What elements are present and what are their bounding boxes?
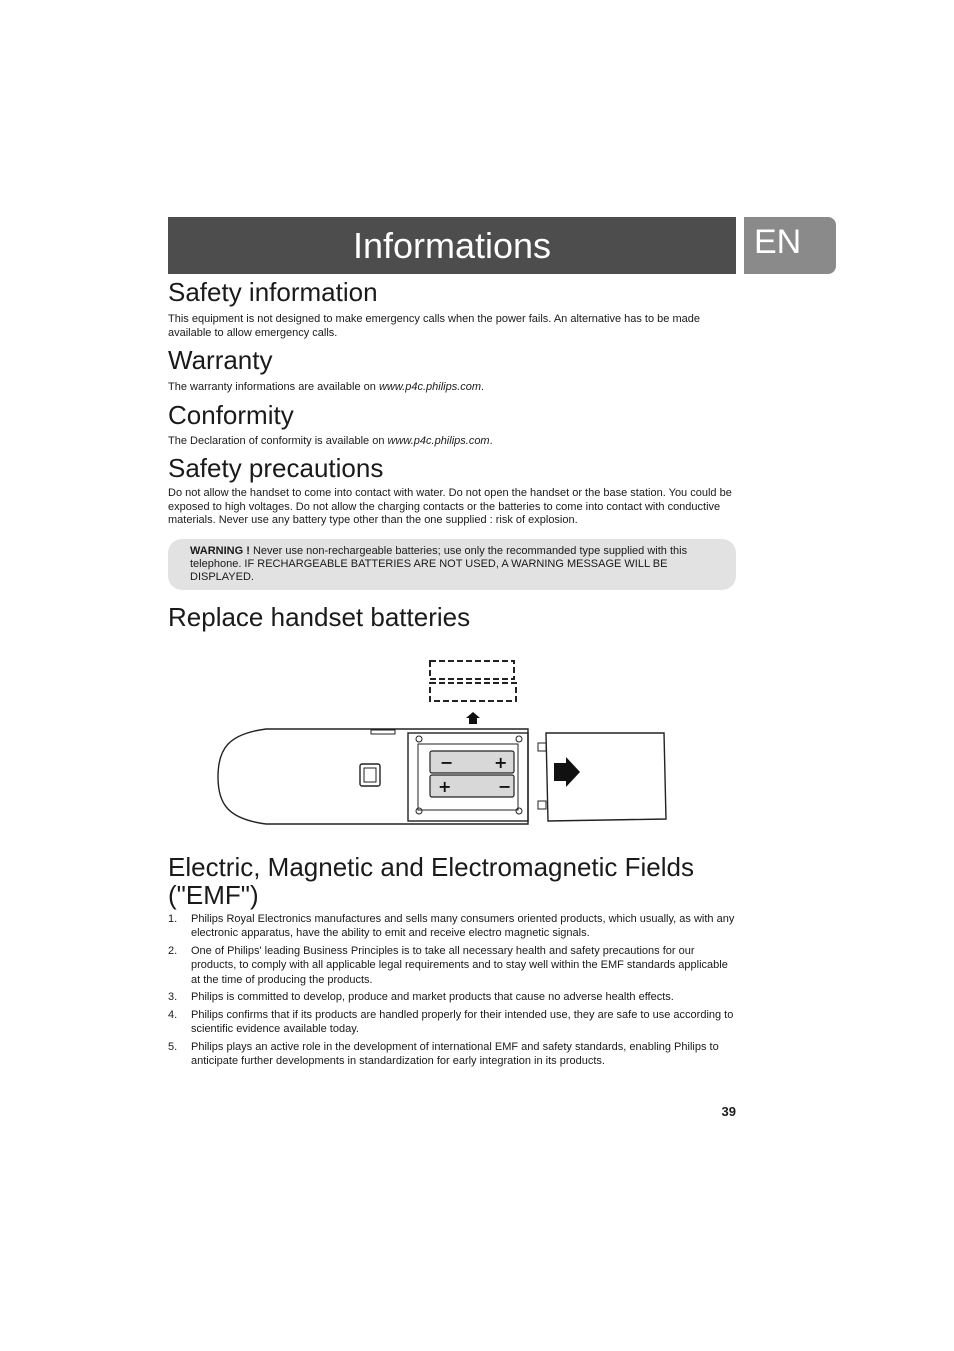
conformity-text: The Declaration of conformity is available on www.p4c.philips.com. [168, 434, 493, 447]
emf-list [168, 912, 736, 1069]
up-arrow-icon [466, 712, 480, 724]
battery-top-plus: + [494, 752, 508, 772]
page-number: 39 [721, 1104, 736, 1119]
conformity-heading: Conformity [168, 399, 294, 430]
battery-top-minus: − [440, 752, 454, 772]
battery-diagram [168, 659, 736, 837]
battery-bottom-plus: + [438, 776, 452, 796]
safety-information-heading: Safety information [168, 277, 378, 307]
list-item: 5. Philips plays an active role in the development of international EMF and safety standards, enabling Philips to anticipate further developments in standardization for early integration in its products. [168, 1040, 719, 1067]
page-title: Informations [352, 224, 552, 266]
list-item: 3. Philips is committed to develop, produce and market products that cause no adverse health effects. [168, 991, 674, 1003]
replace-batteries-heading: Replace handset batteries [168, 601, 471, 632]
emf-heading: Electric, Magnetic and Electromagnetic Fields ("EMF") [168, 851, 695, 910]
safety-information-text: This equipment is not designed to make emergency calls when the power fails. An alternative has to be made available to allow emergency calls. [168, 313, 700, 339]
language-label: EN [754, 223, 802, 261]
list-item: 4. Philips confirms that if its products are handled properly for their intended use, they are safe to use according to scientific evidence available today. [168, 1008, 734, 1035]
page-title-bar [168, 217, 736, 274]
main-content [168, 277, 736, 1072]
conformity-link[interactable]: www.p4c.philips.com [387, 434, 490, 447]
list-item: 2. One of Philips' leading Business Principles is to take all necessary health and safety precautions for our products, to comply with all applicable legal requirements and to stay well within the EMF standards applicable at the time of producing the products. [168, 944, 728, 986]
warranty-link[interactable]: www.p4c.philips.com [378, 381, 482, 393]
safety-precautions-text: Do not allow the handset to come into contact with water. Do not open the handset or the base station. You could be exposed to high voltages. Do not allow the charging contacts or the batteries to come into contact with conductive materials. Never use any battery type other than the one supplied : risk of explosion. [168, 487, 732, 526]
warning-label: WARNING ! [190, 544, 250, 557]
warranty-heading: Warranty [168, 345, 273, 375]
warning-box [168, 539, 736, 590]
language-badge [744, 217, 836, 274]
removed-battery-top [430, 661, 514, 679]
removed-battery-bottom [430, 683, 516, 701]
list-item: 1. Philips Royal Electronics manufactures and sells many consumers oriented products, which usually, as with any electronic apparatus, have the ability to emit and receive electro magnetic signals. [168, 912, 735, 939]
warning-text: Never use non-rechargeable batteries; use only the recommanded type supplied with this telephone. IF RECHARGEABLE BATTERIES ARE NOT USED, A WARNING MESSAGE WILL BE DISPLAYED. [190, 544, 688, 583]
battery-bottom-minus: − [498, 776, 512, 796]
warranty-text: The warranty informations are available on www.p4c.philips.com. [168, 381, 485, 393]
safety-precautions-heading: Safety precautions [168, 453, 384, 483]
battery-diagram-illustration [168, 659, 736, 837]
